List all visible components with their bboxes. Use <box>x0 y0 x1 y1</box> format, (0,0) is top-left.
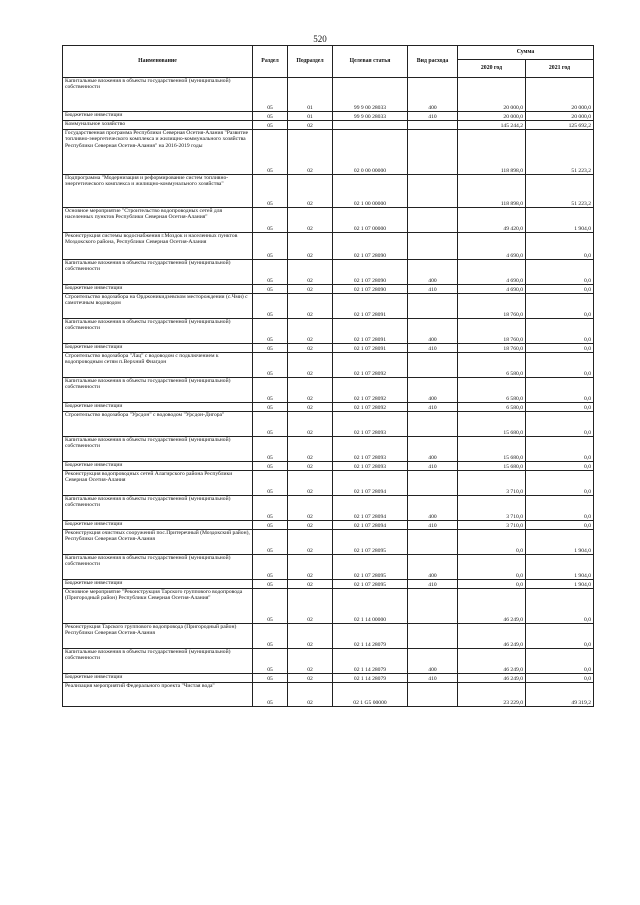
row-amount-2021: 0,0 <box>526 624 594 649</box>
header-section: Раздел <box>253 46 288 78</box>
row-name: Реконструкция Тарского группового водопровода (Пригородный район) Республики Северная Осетия-Алания <box>63 624 253 649</box>
row-section: 05 <box>253 78 288 112</box>
row-target: 02 1 07 28093 <box>333 462 408 471</box>
row-section: 05 <box>253 674 288 683</box>
row-target: 02 1 07 28091 <box>333 344 408 353</box>
row-section: 05 <box>253 530 288 555</box>
row-amount-2021: 0,0 <box>526 462 594 471</box>
row-expense-type: 410 <box>408 521 458 530</box>
row-amount-2021: 49 319,2 <box>526 683 594 707</box>
row-amount-2020: 6 580,0 <box>458 353 526 378</box>
row-subsection: 02 <box>288 175 333 208</box>
row-section: 05 <box>253 285 288 294</box>
table-row <box>63 344 594 353</box>
row-amount-2020: 6 580,0 <box>458 403 526 412</box>
row-amount-2020: 0,0 <box>458 555 526 580</box>
row-subsection: 02 <box>288 319 333 344</box>
table-row <box>63 353 594 378</box>
row-amount-2020: 20 000,0 <box>458 78 526 112</box>
row-amount-2021: 0,0 <box>526 353 594 378</box>
row-amount-2020: 4 690,0 <box>458 260 526 285</box>
row-amount-2021: 1 904,0 <box>526 208 594 233</box>
table-row <box>63 580 594 589</box>
row-subsection: 02 <box>288 624 333 649</box>
row-section: 05 <box>253 649 288 674</box>
row-section: 05 <box>253 462 288 471</box>
row-amount-2020: 0,0 <box>458 580 526 589</box>
row-name: Капитальные вложения в объекты государственной (муниципальной) собственности <box>63 260 253 285</box>
row-subsection: 02 <box>288 285 333 294</box>
row-target: 02 1 07 28093 <box>333 412 408 437</box>
row-amount-2021: 20 000,0 <box>526 78 594 112</box>
header-subsection: Подраздел <box>288 46 333 78</box>
row-target: 02 1 07 28095 <box>333 555 408 580</box>
table-row <box>63 589 594 624</box>
row-section: 05 <box>253 208 288 233</box>
row-name: Капитальные вложения в объекты государственной (муниципальной) собственности <box>63 555 253 580</box>
header-name: Наименование <box>63 46 253 78</box>
table-row <box>63 471 594 496</box>
row-target: 02 1 07 28092 <box>333 353 408 378</box>
row-amount-2021: 51 223,2 <box>526 175 594 208</box>
row-name: Бюджетные инвестиции <box>63 403 253 412</box>
table-row <box>63 555 594 580</box>
table-row <box>63 294 594 319</box>
row-amount-2020: 46 249,0 <box>458 589 526 624</box>
header-2021: 2021 год <box>526 60 594 78</box>
row-subsection: 02 <box>288 521 333 530</box>
row-expense-type: 410 <box>408 462 458 471</box>
row-target: 02 1 14 28079 <box>333 674 408 683</box>
row-target: 02 1 07 28092 <box>333 403 408 412</box>
row-subsection: 02 <box>288 462 333 471</box>
row-amount-2021: 0,0 <box>526 294 594 319</box>
row-subsection: 02 <box>288 555 333 580</box>
row-amount-2020: 3 710,0 <box>458 496 526 521</box>
row-name: Бюджетные инвестиции <box>63 462 253 471</box>
table-row <box>63 530 594 555</box>
row-amount-2020: 18 760,0 <box>458 319 526 344</box>
table-row <box>63 319 594 344</box>
row-expense-type <box>408 353 458 378</box>
row-expense-type: 400 <box>408 319 458 344</box>
row-amount-2020: 15 680,0 <box>458 462 526 471</box>
row-subsection: 02 <box>288 121 333 130</box>
row-subsection: 01 <box>288 112 333 121</box>
row-name: Капитальные вложения в объекты государственной (муниципальной) собственности <box>63 319 253 344</box>
row-name: Реконструкция очистных сооружений пос.Притеречный (Моздокский район), Республики Северная Осетия-Алания <box>63 530 253 555</box>
row-subsection: 02 <box>288 378 333 403</box>
row-amount-2021: 0,0 <box>526 260 594 285</box>
row-amount-2021: 0,0 <box>526 496 594 521</box>
row-section: 05 <box>253 130 288 175</box>
row-amount-2020: 15 680,0 <box>458 437 526 462</box>
row-amount-2021: 0,0 <box>526 412 594 437</box>
row-subsection: 02 <box>288 260 333 285</box>
row-expense-type <box>408 175 458 208</box>
row-amount-2020: 0,0 <box>458 530 526 555</box>
row-target: 02 1 00 00000 <box>333 175 408 208</box>
row-amount-2021: 0,0 <box>526 233 594 260</box>
row-target: 02 1 14 28079 <box>333 624 408 649</box>
row-target: 02 1 07 28091 <box>333 294 408 319</box>
row-section: 05 <box>253 624 288 649</box>
row-target: 02 0 00 00000 <box>333 130 408 175</box>
row-name: Капитальные вложения в объекты государственной (муниципальной) собственности <box>63 649 253 674</box>
row-subsection: 02 <box>288 403 333 412</box>
row-section: 05 <box>253 344 288 353</box>
row-expense-type <box>408 130 458 175</box>
row-section: 05 <box>253 378 288 403</box>
row-target: 02 1 07 28095 <box>333 580 408 589</box>
header-expense-type: Вид расхода <box>408 46 458 78</box>
row-target: 99 9 00 28033 <box>333 78 408 112</box>
row-subsection: 02 <box>288 649 333 674</box>
row-section: 05 <box>253 294 288 319</box>
table-row <box>63 683 594 707</box>
row-expense-type: 400 <box>408 555 458 580</box>
row-section: 05 <box>253 589 288 624</box>
row-amount-2020: 4 690,0 <box>458 285 526 294</box>
row-amount-2021: 0,0 <box>526 319 594 344</box>
row-section: 05 <box>253 521 288 530</box>
row-expense-type <box>408 683 458 707</box>
row-amount-2021: 0,0 <box>526 378 594 403</box>
row-amount-2020: 18 760,0 <box>458 344 526 353</box>
row-subsection: 02 <box>288 130 333 175</box>
row-subsection: 02 <box>288 344 333 353</box>
row-section: 05 <box>253 496 288 521</box>
row-expense-type <box>408 294 458 319</box>
row-expense-type: 400 <box>408 378 458 403</box>
row-name: Капитальные вложения в объекты государственной (муниципальной) собственности <box>63 378 253 403</box>
row-amount-2020: 118 898,0 <box>458 130 526 175</box>
row-expense-type <box>408 471 458 496</box>
row-section: 05 <box>253 121 288 130</box>
row-expense-type: 400 <box>408 496 458 521</box>
row-subsection: 02 <box>288 208 333 233</box>
row-amount-2020: 118 898,0 <box>458 175 526 208</box>
row-target: 02 1 07 28094 <box>333 521 408 530</box>
row-expense-type <box>408 530 458 555</box>
row-subsection: 02 <box>288 683 333 707</box>
row-target: 02 1 07 28092 <box>333 378 408 403</box>
row-expense-type: 410 <box>408 403 458 412</box>
row-expense-type <box>408 589 458 624</box>
table-row <box>63 412 594 437</box>
row-subsection: 02 <box>288 589 333 624</box>
row-target: 02 1 14 28079 <box>333 649 408 674</box>
row-name: Реконструкция системы водоснабжения г.Моздок и населенных пунктов Моздокского района, Республики Северная Осетия-Алания <box>63 233 253 260</box>
row-section: 05 <box>253 412 288 437</box>
table-row <box>63 462 594 471</box>
budget-table <box>62 45 594 707</box>
row-amount-2021: 0,0 <box>526 471 594 496</box>
row-amount-2021: 0,0 <box>526 589 594 624</box>
row-section: 05 <box>253 175 288 208</box>
header-target: Целевая статья <box>333 46 408 78</box>
row-amount-2020: 46 249,0 <box>458 624 526 649</box>
row-expense-type: 400 <box>408 260 458 285</box>
row-amount-2021: 0,0 <box>526 403 594 412</box>
row-amount-2021: 125 692,2 <box>526 121 594 130</box>
row-amount-2020: 6 580,0 <box>458 378 526 403</box>
row-amount-2021: 1 904,0 <box>526 580 594 589</box>
table-row <box>63 624 594 649</box>
row-target: 99 9 00 28033 <box>333 112 408 121</box>
row-expense-type: 410 <box>408 112 458 121</box>
row-expense-type <box>408 624 458 649</box>
row-expense-type: 400 <box>408 78 458 112</box>
row-target: 02 1 07 28095 <box>333 530 408 555</box>
table-row <box>63 112 594 121</box>
row-amount-2020: 46 249,0 <box>458 674 526 683</box>
row-subsection: 02 <box>288 294 333 319</box>
row-target: 02 1 07 28090 <box>333 260 408 285</box>
row-name: Коммунальное хозяйство <box>63 121 253 130</box>
row-target: 02 1 14 00000 <box>333 589 408 624</box>
row-section: 05 <box>253 683 288 707</box>
table-row <box>63 208 594 233</box>
row-amount-2021: 1 904,0 <box>526 555 594 580</box>
row-name: Капитальные вложения в объекты государственной (муниципальной) собственности <box>63 78 253 112</box>
row-target: 02 1 G5 00000 <box>333 683 408 707</box>
row-target: 02 1 07 28094 <box>333 471 408 496</box>
row-name: Капитальные вложения в объекты государственной (муниципальной) собственности <box>63 437 253 462</box>
row-amount-2021: 0,0 <box>526 344 594 353</box>
row-subsection: 02 <box>288 530 333 555</box>
row-target: 02 1 07 28093 <box>333 437 408 462</box>
row-name: Капитальные вложения в объекты государственной (муниципальной) собственности <box>63 496 253 521</box>
row-name: Государственная программа Республики Северная Осетия-Алания "Развитие топливно-энергетического комплекса и жилищно-коммунального хозяйства Республики Северная Осетия-Алания" на 2016-2019 годы <box>63 130 253 175</box>
row-expense-type: 410 <box>408 344 458 353</box>
row-section: 05 <box>253 233 288 260</box>
row-name: Бюджетные инвестиции <box>63 521 253 530</box>
row-subsection: 01 <box>288 78 333 112</box>
table-row <box>63 403 594 412</box>
row-subsection: 02 <box>288 412 333 437</box>
row-name: Бюджетные инвестиции <box>63 674 253 683</box>
row-target: 02 1 07 28090 <box>333 285 408 294</box>
table-row <box>63 175 594 208</box>
row-section: 05 <box>253 555 288 580</box>
row-target: 02 1 07 28090 <box>333 233 408 260</box>
row-name: Бюджетные инвестиции <box>63 344 253 353</box>
table-row <box>63 496 594 521</box>
row-section: 05 <box>253 260 288 285</box>
row-amount-2020: 3 710,0 <box>458 471 526 496</box>
row-subsection: 02 <box>288 437 333 462</box>
table-row <box>63 121 594 130</box>
row-expense-type <box>408 121 458 130</box>
row-section: 05 <box>253 580 288 589</box>
row-name: Бюджетные инвестиции <box>63 580 253 589</box>
row-amount-2021: 0,0 <box>526 649 594 674</box>
row-amount-2021: 51 223,2 <box>526 130 594 175</box>
row-name: Строительство водозабора "Лац" с водоводом с подключением к водопроводным сетям п.Верхний Фиагдон <box>63 353 253 378</box>
row-name: Реализация мероприятий Федерального проекта "Чистая вода" <box>63 683 253 707</box>
table-row <box>63 285 594 294</box>
row-amount-2020: 23 229,0 <box>458 683 526 707</box>
row-name: Реконструкция водопроводных сетей Алагирского района Республики Северная Осетия-Алания <box>63 471 253 496</box>
row-section: 05 <box>253 112 288 121</box>
row-subsection: 02 <box>288 353 333 378</box>
row-subsection: 02 <box>288 233 333 260</box>
row-expense-type: 400 <box>408 437 458 462</box>
row-expense-type <box>408 412 458 437</box>
header-sum: Сумма <box>458 46 594 60</box>
row-amount-2020: 15 680,0 <box>458 412 526 437</box>
table-row <box>63 260 594 285</box>
row-subsection: 02 <box>288 674 333 683</box>
table-body <box>63 78 594 707</box>
table-row <box>63 437 594 462</box>
row-expense-type: 410 <box>408 285 458 294</box>
table-row <box>63 130 594 175</box>
row-subsection: 02 <box>288 580 333 589</box>
row-expense-type <box>408 208 458 233</box>
row-name: Строительство водозабора на Орджоникидзевском месторождении (с.Чми) с самотечным водоводом <box>63 294 253 319</box>
row-expense-type: 400 <box>408 649 458 674</box>
row-expense-type: 410 <box>408 580 458 589</box>
table-row <box>63 521 594 530</box>
row-subsection: 02 <box>288 471 333 496</box>
table-row <box>63 378 594 403</box>
row-amount-2021: 0,0 <box>526 674 594 683</box>
page-number: 520 <box>313 34 327 44</box>
header-2020: 2020 год <box>458 60 526 78</box>
row-amount-2020: 49 420,0 <box>458 208 526 233</box>
row-name: Основное мероприятие "Строительство водопроводных сетей для населенных пунктов Республики Северная Осетия-Алания" <box>63 208 253 233</box>
row-expense-type <box>408 233 458 260</box>
row-amount-2020: 3 710,0 <box>458 521 526 530</box>
row-target: 02 1 07 28094 <box>333 496 408 521</box>
row-amount-2020: 20 000,0 <box>458 112 526 121</box>
table-row <box>63 649 594 674</box>
row-section: 05 <box>253 471 288 496</box>
row-name: Основное мероприятие "Реконструкция Тарского группового водопровода (Пригородный район) Республики Северная Осетия-Алания" <box>63 589 253 624</box>
row-amount-2021: 0,0 <box>526 521 594 530</box>
row-amount-2020: 18 760,0 <box>458 294 526 319</box>
row-target <box>333 121 408 130</box>
row-section: 05 <box>253 319 288 344</box>
table-row <box>63 233 594 260</box>
row-section: 05 <box>253 437 288 462</box>
table-row <box>63 674 594 683</box>
row-name: Бюджетные инвестиции <box>63 285 253 294</box>
row-amount-2021: 1 904,0 <box>526 530 594 555</box>
row-amount-2020: 4 690,0 <box>458 233 526 260</box>
row-name: Строительство водозабора "Урсдон" с водоводом "Урсдон-Дигора" <box>63 412 253 437</box>
row-amount-2020: 145 244,2 <box>458 121 526 130</box>
row-amount-2020: 46 249,0 <box>458 649 526 674</box>
row-amount-2021: 0,0 <box>526 437 594 462</box>
row-name: Бюджетные инвестиции <box>63 112 253 121</box>
row-expense-type: 410 <box>408 674 458 683</box>
row-amount-2021: 0,0 <box>526 285 594 294</box>
row-amount-2021: 20 000,0 <box>526 112 594 121</box>
row-target: 02 1 07 00000 <box>333 208 408 233</box>
row-target: 02 1 07 28091 <box>333 319 408 344</box>
table-row <box>63 78 594 112</box>
row-subsection: 02 <box>288 496 333 521</box>
row-name: Подпрограмма "Модернизация и реформирование систем топливно-энергетического комплекса и жилищно-коммунального хозяйства" <box>63 175 253 208</box>
row-section: 05 <box>253 353 288 378</box>
row-section: 05 <box>253 403 288 412</box>
